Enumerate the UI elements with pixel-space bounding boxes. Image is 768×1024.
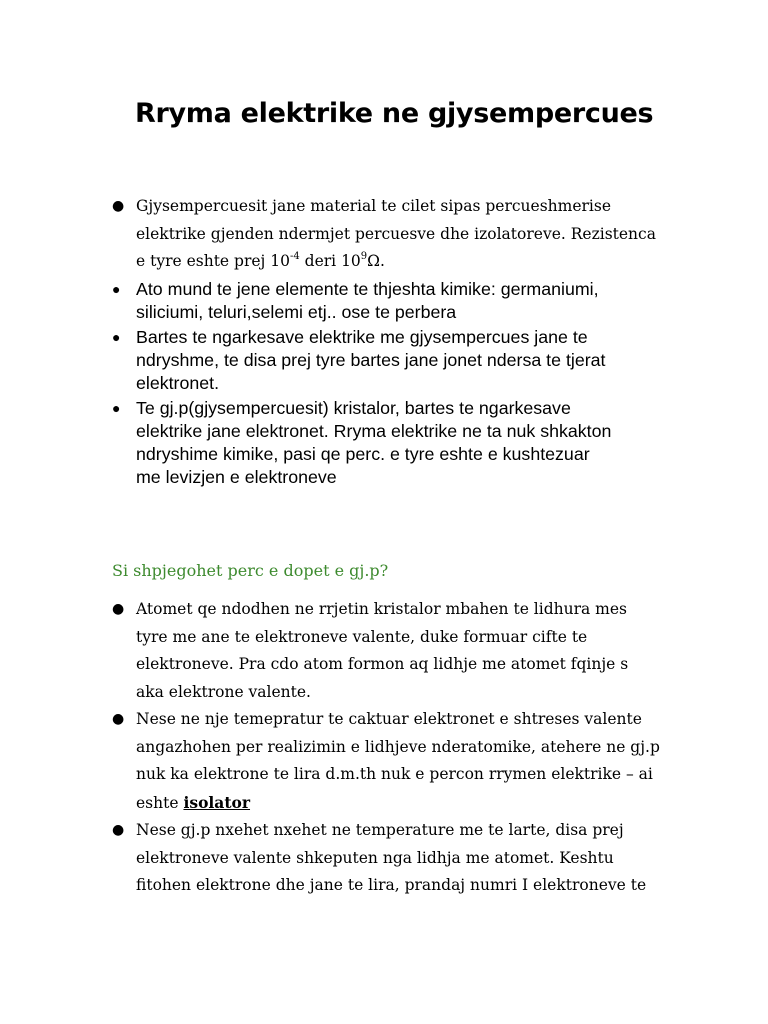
list-item: ● Gjysempercuesit jane material te cilet sipas percueshmerise elektrike gjenden ndermjet percuesve dhe izolatoreve. Rezistenca e tyre eshte prej $10^{-4}$ deri $10^9\Omega$. [112,193,692,276]
bullet-icon: ● [112,280,121,297]
list-item: ● Atomet qe ndodhen ne rrjetin kristalor mbahen te lidhura mes tyre me ane te elektroneve valente, duke formuar cifte te elektroneve. Pra cdo atom formon aq lidhje me atomet fqinje s aka elektrone valente. [112,596,692,706]
exponent: -4 [290,250,300,262]
isolator-term: isolator [183,792,251,812]
list-item: ● Nese gj.p nxehet nxehet ne temperature me te larte, disa prej elektroneve valente shkeputen nga lidhja me atomet. Keshtu fitohen elektrone dhe jane te lira, prandaj numri I elektroneve te [112,817,692,900]
bullet-icon: ● [112,198,125,214]
bullet-icon: ● [112,328,121,345]
section-heading: Si shpjegohet perc e dopet e gj.p? [112,561,389,580]
bullet-list-properties [112,193,692,489]
page-title: Rryma elektrike ne gjysempercues [135,98,654,129]
list-item: ● Nese ne nje temepratur te caktuar elektronet e shtreses valente angazhohen per realizimin e lidhjeve nderatomike, atehere ne gj.p nuk ka elektrone te lira d.m.th nuk e percon rrymen elektrike – ai eshte isolator [112,706,692,817]
bullet-icon: ● [112,711,125,727]
list-item: ● Ato mund te jene elemente te thjeshta kimike: germaniumi, siliciumi, teluri,selemi etj.. ose te perbera [112,278,599,322]
list-item: ● Te gj.p(gjysempercuesit) kristalor, bartes te ngarkesave elektrike jane elektronet. Rryma elektrike ne ta nuk shkakton ndryshime kimike, pasi qe perc. e tyre eshte e kushtezuar me levizjen e elektroneve [112,397,612,487]
exponent: 9 [360,250,368,262]
list-item: ● Bartes te ngarkesave elektrike me gjysempercues jane te ndryshme, te disa prej tyre bartes jane jonet ndersa te tjerat elektronet. [112,326,606,393]
bullet-icon: ● [112,399,121,416]
bullet-list-doping [112,596,692,900]
bullet-icon: ● [112,822,125,838]
bullet-icon: ● [112,601,125,617]
